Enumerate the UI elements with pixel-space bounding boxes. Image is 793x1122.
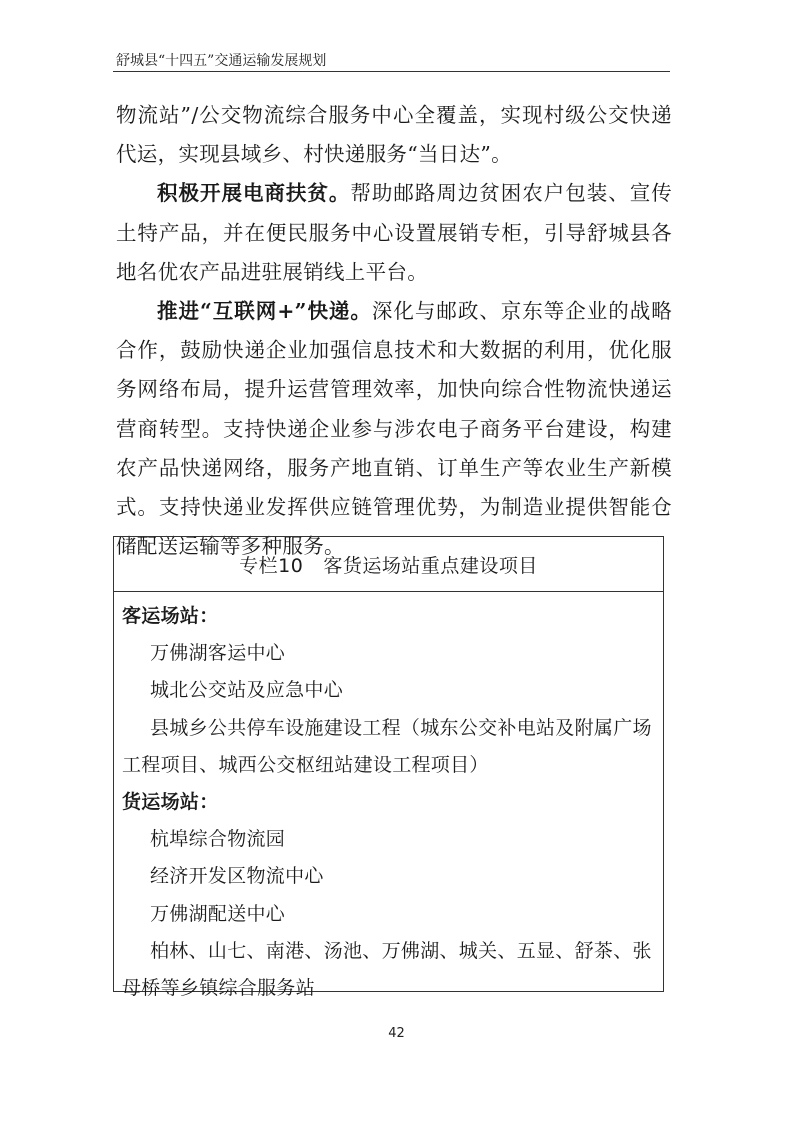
page-number: 42: [388, 1026, 405, 1041]
paragraph-body-internet-express: 深化与邮政、京东等企业的战略合作，鼓励快递企业加强信息技术和大数据的利用，优化服务网络布局，提升运营管理效率，加快向综合性物流快递运营商转型。支持快递企业参与涉农电子商务平台建设，构建农产品快递网络，服务产地直销、订单生产等农业生产新模式。支持快递业发挥供应链管理优势，为制造业提供智能仓储配送运输等多种服务。: [116, 299, 672, 559]
list-item: 万佛湖客运中心: [150, 642, 286, 665]
main-body: [116, 96, 672, 566]
freight-heading: 货运场站：: [122, 791, 219, 814]
list-item: 万佛湖配送中心: [150, 902, 286, 925]
paragraph-lead-ecommerce: 积极开展电商扶贫。: [157, 181, 351, 206]
list-item-text: 柏林、山七、南港、汤池、万佛湖、城关、五显、舒茶、张母桥等乡镇综合服务站: [122, 939, 652, 1000]
paragraph-lead-internet-express: 推进“互联网+”快递。: [157, 299, 372, 324]
list-item: [122, 933, 655, 1007]
column-title: 客货运场站重点建设项目: [323, 554, 538, 577]
paragraph-body-ecommerce: 帮助邮路周边贫困农户包装、宣传土特产品，并在便民服务中心设置展销专柜，引导舒城县各地名优农产品进驻展销线上平台。: [116, 181, 673, 284]
list-item-text: 县城乡公共停车设施建设工程（城东公交补电站及附属广场工程项目、城西公交枢纽站建设工程项目）: [122, 716, 652, 776]
list-item: 经济开发区物流中心: [150, 865, 324, 888]
list-item: [122, 710, 655, 784]
paragraph-logistics: 物流站”/公交物流综合服务中心全覆盖，实现村级公交快递代运，实现县域乡、村快递服务“当日达”。: [116, 103, 672, 167]
header-divider: [113, 71, 670, 72]
passenger-heading: 客运场站：: [122, 605, 219, 627]
list-item: 杭埠综合物流园: [150, 828, 286, 851]
list-item: 城北公交站及应急中心: [150, 679, 344, 702]
column-box-title: [114, 537, 663, 592]
column-box-body: [114, 592, 663, 1007]
column-number: 专栏10: [239, 554, 304, 577]
column-box: [113, 536, 664, 1000]
running-header: 舒城县“十四五”交通运输发展规划: [116, 53, 327, 69]
paragraph-ecommerce: [116, 174, 672, 292]
paragraph-internet-express: [116, 292, 672, 566]
